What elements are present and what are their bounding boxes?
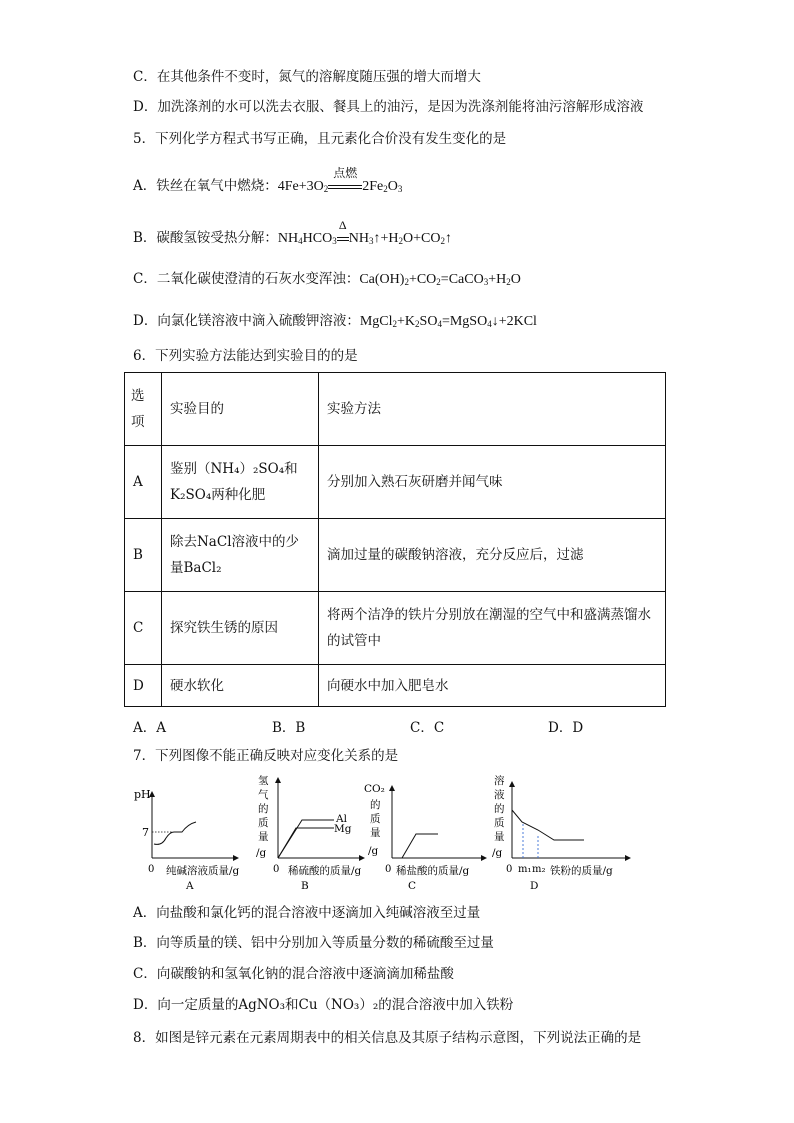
condition-label: Δ — [338, 218, 347, 232]
ylabel-char: 量 — [258, 831, 269, 843]
header-method: 实验方法 — [319, 373, 666, 446]
q5-option-a-label: A．铁丝在氧气中燃烧： — [133, 178, 278, 194]
q5-option-d — [133, 312, 537, 331]
table-header-row — [125, 373, 666, 446]
condition-arrow — [328, 166, 362, 196]
graph-b-tag: B — [301, 880, 309, 892]
header-goal: 实验目的 — [162, 373, 319, 446]
q8-stem: 8．如图是锌元素在元素周期表中的相关信息及其原子结构示意图，下列说法正确的是 — [133, 1030, 642, 1046]
graph-d-tag: D — [530, 880, 539, 892]
table-row — [125, 665, 666, 707]
q4-option-c: C．在其他条件不变时，氮气的溶解度随压强的增大而增大 — [133, 69, 481, 85]
graph-c-xlabel: 稀盐酸的质量/g — [396, 865, 470, 877]
q5-option-b-equation: $NH_4HCO_3$ Δ $NH_3↑+H_2O+CO_2↑$ — [277, 218, 452, 246]
graph-b-al-label: Al — [336, 813, 347, 825]
graph-a-yref: 7 — [142, 826, 149, 839]
ylabel-char: 的 — [494, 803, 505, 815]
ylabel-char: /g — [256, 847, 267, 859]
q5-option-b-label: B．碳酸氢铵受热分解： — [133, 230, 278, 246]
row-method: 滴加过量的碳酸钠溶液，充分反应后，过滤 — [319, 519, 666, 592]
q6-stem: 6．下列实验方法能达到实验目的的是 — [133, 348, 358, 364]
q7-graphs — [120, 770, 640, 895]
q5-option-d-label: D．向氯化镁溶液中滴入硫酸钾溶液： — [133, 313, 360, 329]
graph-c-tag: C — [408, 880, 417, 892]
graph-b-ylabel — [256, 774, 269, 859]
row-option: C — [125, 592, 162, 665]
graph-d-xlabel: 铁粉的质量/g — [550, 865, 613, 877]
ylabel-char: 溶 — [494, 775, 505, 787]
ylabel-char: 氢 — [258, 775, 269, 787]
q5-option-b — [133, 218, 452, 248]
q5-option-c-equation: $Ca(OH)_2+CO_2=CaCO_3+H_2O$ — [359, 272, 521, 287]
q7-stem: 7．下列图像不能正确反映对应变化关系的是 — [133, 748, 399, 764]
row-method: 分别加入熟石灰研磨并闻气味 — [319, 446, 666, 519]
q6-answer-b: B．B — [272, 720, 306, 736]
q7-option-c: C．向碳酸钠和氢氧化钠的混合溶液中逐滴滴加稀盐酸 — [133, 966, 454, 982]
ylabel-char: 的 — [370, 799, 381, 811]
q6-answer-a: A．A — [133, 720, 166, 736]
q7-option-a: A．向盐酸和氯化钙的混合溶液中逐滴加入纯碱溶液至过量 — [133, 905, 481, 921]
graph-a-tag: A — [186, 880, 194, 892]
q7-option-b: B．向等质量的镁、铝中分别加入等质量分数的稀硫酸至过量 — [133, 935, 494, 951]
graph-a-curve — [154, 822, 196, 844]
q5-option-c-label: C．二氧化碳使澄清的石灰水变浑浊： — [133, 271, 360, 287]
ylabel-char: 液 — [494, 789, 505, 801]
graph-b-al-line — [278, 820, 334, 858]
graph-d — [492, 774, 630, 892]
ylabel-char: 气 — [258, 789, 269, 801]
ylabel-char: 量 — [370, 827, 381, 839]
graph-c-origin: 0 — [385, 864, 392, 875]
q5-option-c — [133, 270, 521, 289]
graph-b-mg-line — [278, 828, 334, 858]
row-option: A — [125, 446, 162, 519]
q5-option-a-equation: $4Fe+3O_2$ 点燃 $2Fe_2O_3$ — [277, 166, 403, 194]
q5-option-a — [133, 166, 403, 196]
ylabel-char: 的 — [258, 803, 269, 815]
graph-b-mg-label: Mg — [334, 823, 352, 835]
row-goal: 鉴别（NH₄）₂SO₄和K₂SO₄两种化肥 — [162, 446, 319, 519]
row-goal: 除去NaCl溶液中的少量BaCl₂ — [162, 519, 319, 592]
row-goal: 硬水软化 — [162, 665, 319, 707]
row-method: 将两个洁净的铁片分别放在潮湿的空气中和盛满蒸馏水的试管中 — [319, 592, 666, 665]
graph-b-xlabel: 稀硫酸的质量/g — [288, 865, 362, 877]
table-row — [125, 446, 666, 519]
row-method: 向硬水中加入肥皂水 — [319, 665, 666, 707]
condition-label: 点燃 — [333, 166, 358, 180]
graph-d-origin: 0 — [506, 864, 513, 875]
graph-a-xlabel: 纯碱溶液质量/g — [166, 865, 240, 877]
table-row — [125, 519, 666, 592]
graph-c-ylabel — [364, 783, 385, 857]
q5-option-d-equation: $MgCl_2+K_2SO_4=MgSO_4↓+2KCl$ — [359, 314, 537, 329]
condition-arrow — [337, 218, 349, 248]
graph-d-ylabel — [492, 774, 505, 859]
graph-c — [364, 783, 486, 892]
graph-a — [134, 788, 240, 892]
ylabel-char: /g — [368, 845, 379, 857]
ylabel-char: 质 — [258, 817, 269, 829]
ylabel-char: 质 — [494, 817, 505, 829]
graph-c-curve — [392, 834, 438, 858]
q6-answer-c: C．C — [410, 720, 445, 736]
q6-table — [124, 372, 666, 707]
graph-b-origin: 0 — [273, 864, 280, 875]
graph-d-m1: m₁ — [518, 864, 532, 875]
header-option: 选项 — [125, 373, 162, 446]
table-row — [125, 592, 666, 665]
q4-option-d: D．加洗涤剂的水可以洗去衣服、餐具上的油污，是因为洗涤剂能将油污溶解形成溶液 — [133, 99, 644, 115]
graph-a-origin: 0 — [148, 864, 155, 875]
graph-d-m2: m₂ — [532, 864, 546, 875]
q6-answer-d: D．D — [548, 720, 584, 736]
q7-option-d: D．向一定质量的AgNO₃和Cu（NO₃）₂的混合溶液中加入铁粉 — [133, 997, 514, 1013]
row-option: D — [125, 665, 162, 707]
ylabel-char: CO₂ — [364, 783, 385, 795]
ylabel-char: 量 — [494, 831, 505, 843]
graph-b — [256, 774, 364, 892]
row-option: B — [125, 519, 162, 592]
row-goal: 探究铁生锈的原因 — [162, 592, 319, 665]
q5-stem: 5．下列化学方程式书写正确，且元素化合价没有发生变化的是 — [133, 131, 507, 147]
ylabel-char: 质 — [370, 813, 381, 825]
ylabel-char: /g — [492, 847, 503, 859]
graph-a-ylabel: pH — [134, 788, 151, 801]
